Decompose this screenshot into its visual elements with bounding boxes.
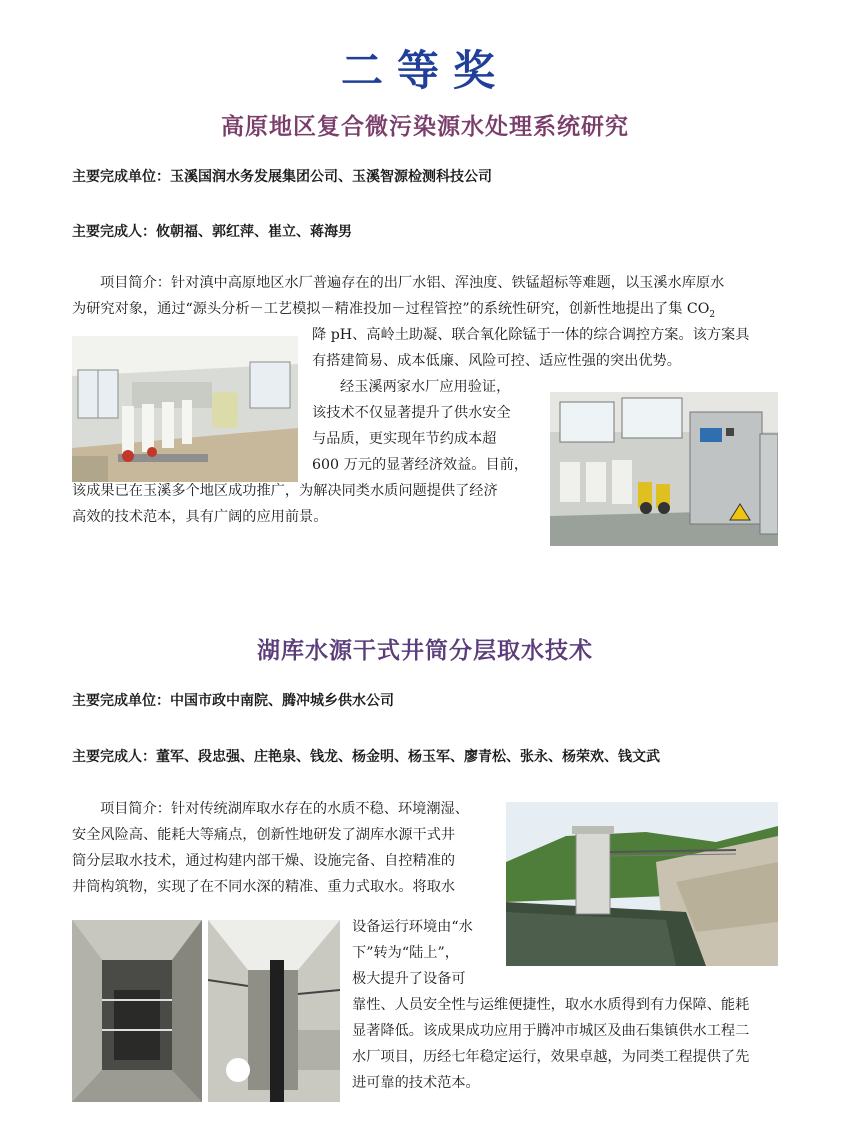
dosing-equipment-photo — [550, 392, 778, 546]
award-heading: 二等奖 — [340, 46, 509, 95]
project2-intro-cont — [352, 992, 792, 1096]
people-value: 董军、段忠强、庄艳泉、钱龙、杨金明、杨玉军、廖青松、张永、杨荣欢、钱文武 — [156, 749, 660, 765]
co2-subscript: 2 — [709, 309, 716, 320]
text-line: 极大提升了设备可 — [352, 971, 466, 987]
shaft-interior-down-photo — [72, 920, 202, 1102]
project1-units — [72, 166, 492, 186]
people-value: 攸朝福、郭红萍、崔立、蒋海男 — [156, 224, 352, 240]
text-line: 项目简介：针对传统湖库取水存在的水质不稳、环境潮湿、 — [100, 801, 469, 817]
text-line: 经玉溪两家水厂应用验证， — [340, 379, 511, 395]
units-label: 主要完成单位： — [72, 693, 170, 709]
text-line: 600 万元的显著经济效益。目前， — [312, 457, 529, 473]
text-line: 高效的技术范本，具有广阔的应用前景。 — [72, 509, 328, 525]
project2-people — [72, 746, 660, 766]
text-line: 水厂项目，历经七年稳定运行，效果卓越，为同类工程提供了先 — [352, 1049, 750, 1065]
text-line: 井筒构筑物，实现了在不同水深的精准、重力式取水。将取水 — [72, 879, 456, 895]
text-line: 安全风险高、能耗大等痛点，创新性地研发了湖库水源干式井 — [72, 827, 456, 843]
text-line: 有搭建简易、成本低廉、风险可控、适应性强的突出优势。 — [312, 353, 681, 369]
water-plant-interior-photo — [72, 336, 298, 482]
project1-para2-cont — [72, 478, 552, 530]
text-line: 下”转为“陆上”， — [352, 945, 459, 961]
units-value: 中国市政中南院、腾冲城乡供水公司 — [170, 693, 394, 709]
intake-tower-reservoir-photo — [506, 802, 778, 966]
shaft-pipes-photo — [208, 920, 340, 1102]
text-line: 项目简介：针对滇中高原地区水厂普遍存在的出厂水铝、浑浊度、铁锰超标等难题，以玉溪水库原水 — [100, 275, 725, 291]
text-line: 靠性、人员安全性与运维便捷性，取水水质得到有力保障、能耗 — [352, 997, 750, 1013]
project1-people — [72, 221, 352, 241]
project2-title: 湖库水源干式井筒分层取水技术 — [257, 638, 593, 664]
text-line: 该技术不仅显著提升了供水安全 — [312, 405, 511, 421]
text-line: 显著降低。该成果成功应用于腾冲市城区及曲石集镇供水工程二 — [352, 1023, 750, 1039]
text-segment: 为研究对象，通过“源头分析－工艺模拟－精准投加－过程管控”的系统性研究，创新性地提出了集 CO — [72, 301, 710, 317]
project1-intro-cont — [312, 322, 802, 374]
people-label: 主要完成人： — [72, 749, 156, 765]
units-label: 主要完成单位： — [72, 169, 170, 185]
text-line: 与品质，更实现年节约成本超 — [312, 431, 497, 447]
project1-intro — [72, 270, 792, 328]
project2-units — [72, 690, 394, 710]
units-value: 玉溪国润水务发展集团公司、玉溪智源检测科技公司 — [170, 169, 492, 185]
text-line: 降 pH、高岭土助凝、联合氧化除锰于一体的综合调控方案。该方案具 — [312, 327, 750, 343]
project1-para2 — [312, 374, 552, 478]
project1-title: 高原地区复合微污染源水处理系统研究 — [221, 114, 629, 140]
people-label: 主要完成人： — [72, 224, 156, 240]
project2-narrow-text — [352, 914, 492, 992]
text-line: 筒分层取水技术，通过构建内部干燥、设施完备、自控精准的 — [72, 853, 456, 869]
project2-intro — [72, 796, 502, 900]
text-line: 进可靠的技术范本。 — [352, 1075, 480, 1091]
text-line: 设备运行环境由“水 — [352, 919, 473, 935]
text-line: 该成果已在玉溪多个地区成功推广，为解决同类水质问题提供了经济 — [72, 483, 498, 499]
